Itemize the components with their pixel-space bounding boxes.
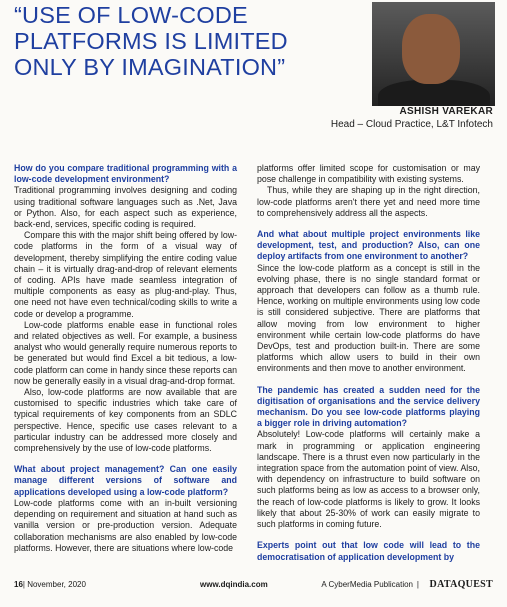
right-column: [257, 163, 480, 563]
brand-logo: DATAQUEST: [429, 578, 493, 590]
author-photo-face: [402, 14, 460, 84]
paragraph: Low-code platforms enable ease in functional roles and related objectives as well. For example, a business analyst who would generally require numerous reports to be generated but would find Excel a bit tedious, a low-code platform can come in handy since these reports can now be generally easily in a visual drag-and-drop format.: [14, 319, 237, 386]
website-link[interactable]: www.dqindia.com: [200, 579, 268, 589]
question-2: What about project management? Can one easily manage different versions of software and applications developed using a low-code platform?: [14, 464, 237, 497]
question-5: Experts point out that low code will lead to the democratisation of application development by: [257, 540, 480, 562]
spacer: [14, 454, 237, 464]
spacer: [257, 530, 480, 540]
page-footer: [14, 578, 493, 590]
footer-separator: |: [416, 579, 419, 589]
question-4: The pandemic has created a sudden need for the digitisation of organisations and the service delivery mechanism. Do you see low-code platforms playing a bigger role in driving automation?: [257, 384, 480, 429]
paragraph: Traditional programming involves designing and coding using traditional software languages such as .Net, Java or Python. Also, for each aspect such as experience, back-end, services, specific coding is required.: [14, 185, 237, 230]
publication-label: A CyberMedia Publication: [321, 579, 413, 589]
article-title: “USE OF LOW-CODE PLATFORMS IS LIMITED ONLY BY IMAGINATION”: [14, 2, 288, 80]
paragraph: Also, low-code platforms are now available that are customised to specific industries which take care of typical requirements of key components from an SDLC perspective. Hence, specific use cases relevant to a particular industry can be addressed more closely and comprehensively by the use of low-code platforms.: [14, 387, 237, 454]
question-1: How do you compare traditional programming with a low-code development environment?: [14, 163, 237, 185]
paragraph: Thus, while they are shaping up in the right direction, low-code platforms aren't there yet and need more time to comprehensively address all the aspects.: [257, 185, 480, 218]
paragraph: Compare this with the major shift being offered by low-code platforms in the form of a visual way of development, thereby simplifying the entire coding value chain – it is virtually drag-and-drop of relevant elements of coding. APIs have made seamless integration of multiple components as easy as plug-and-play. Thus, one need not have even technical/coding skills to write a code or develop a programme.: [14, 230, 237, 319]
paragraph: Since the low-code platform as a concept is still in the evolving phase, there is no single standard format or approach that developers can follow as a thumb rule. Hence, working on multiple environments using low code is still considered subjective. There are platforms that allow moving from low environment to higher environment while certain low-code platforms do have DevOps, test and production built-in. There are some platforms which allow users to build in their own environments and then move to another environment.: [257, 262, 480, 374]
paragraph: Absolutely! Low-code platforms will certainly make a mark in programming or application engineering landscape. There is a thrust even now particularly in the integration space from the automation point of view. Also, with dependency on infrastructure to build software on such platforms being as low as access to a browser only, the reach of low-code platforms is likely to grow. It looks likely that about 25-30% of work can easily migrate to such platforms in coming future.: [257, 429, 480, 530]
spacer: [257, 219, 480, 229]
left-column: [14, 163, 237, 554]
issue-date: | November, 2020: [22, 579, 86, 589]
paragraph: platforms offer limited scope for customisation or may pose challenge in compatibility with existing systems.: [257, 163, 480, 185]
author-name: ASHISH VAREKAR: [399, 106, 493, 117]
spacer: [257, 375, 480, 385]
question-3: And what about multiple project environments like development, test, and production? Also, can one deploy artifacts from one environment to another?: [257, 229, 480, 262]
author-photo: [372, 2, 495, 106]
author-role: Head – Cloud Practice, L&T Infotech: [330, 119, 493, 130]
page-number: 16: [14, 579, 23, 589]
paragraph: Low-code platforms come with an in-built versioning depending on requirement and situation at hand such as vanilla version or pre-production version. Adequate collaboration mechanisms are also enabled by low-code platforms. However, there are situations where low-code: [14, 497, 237, 553]
